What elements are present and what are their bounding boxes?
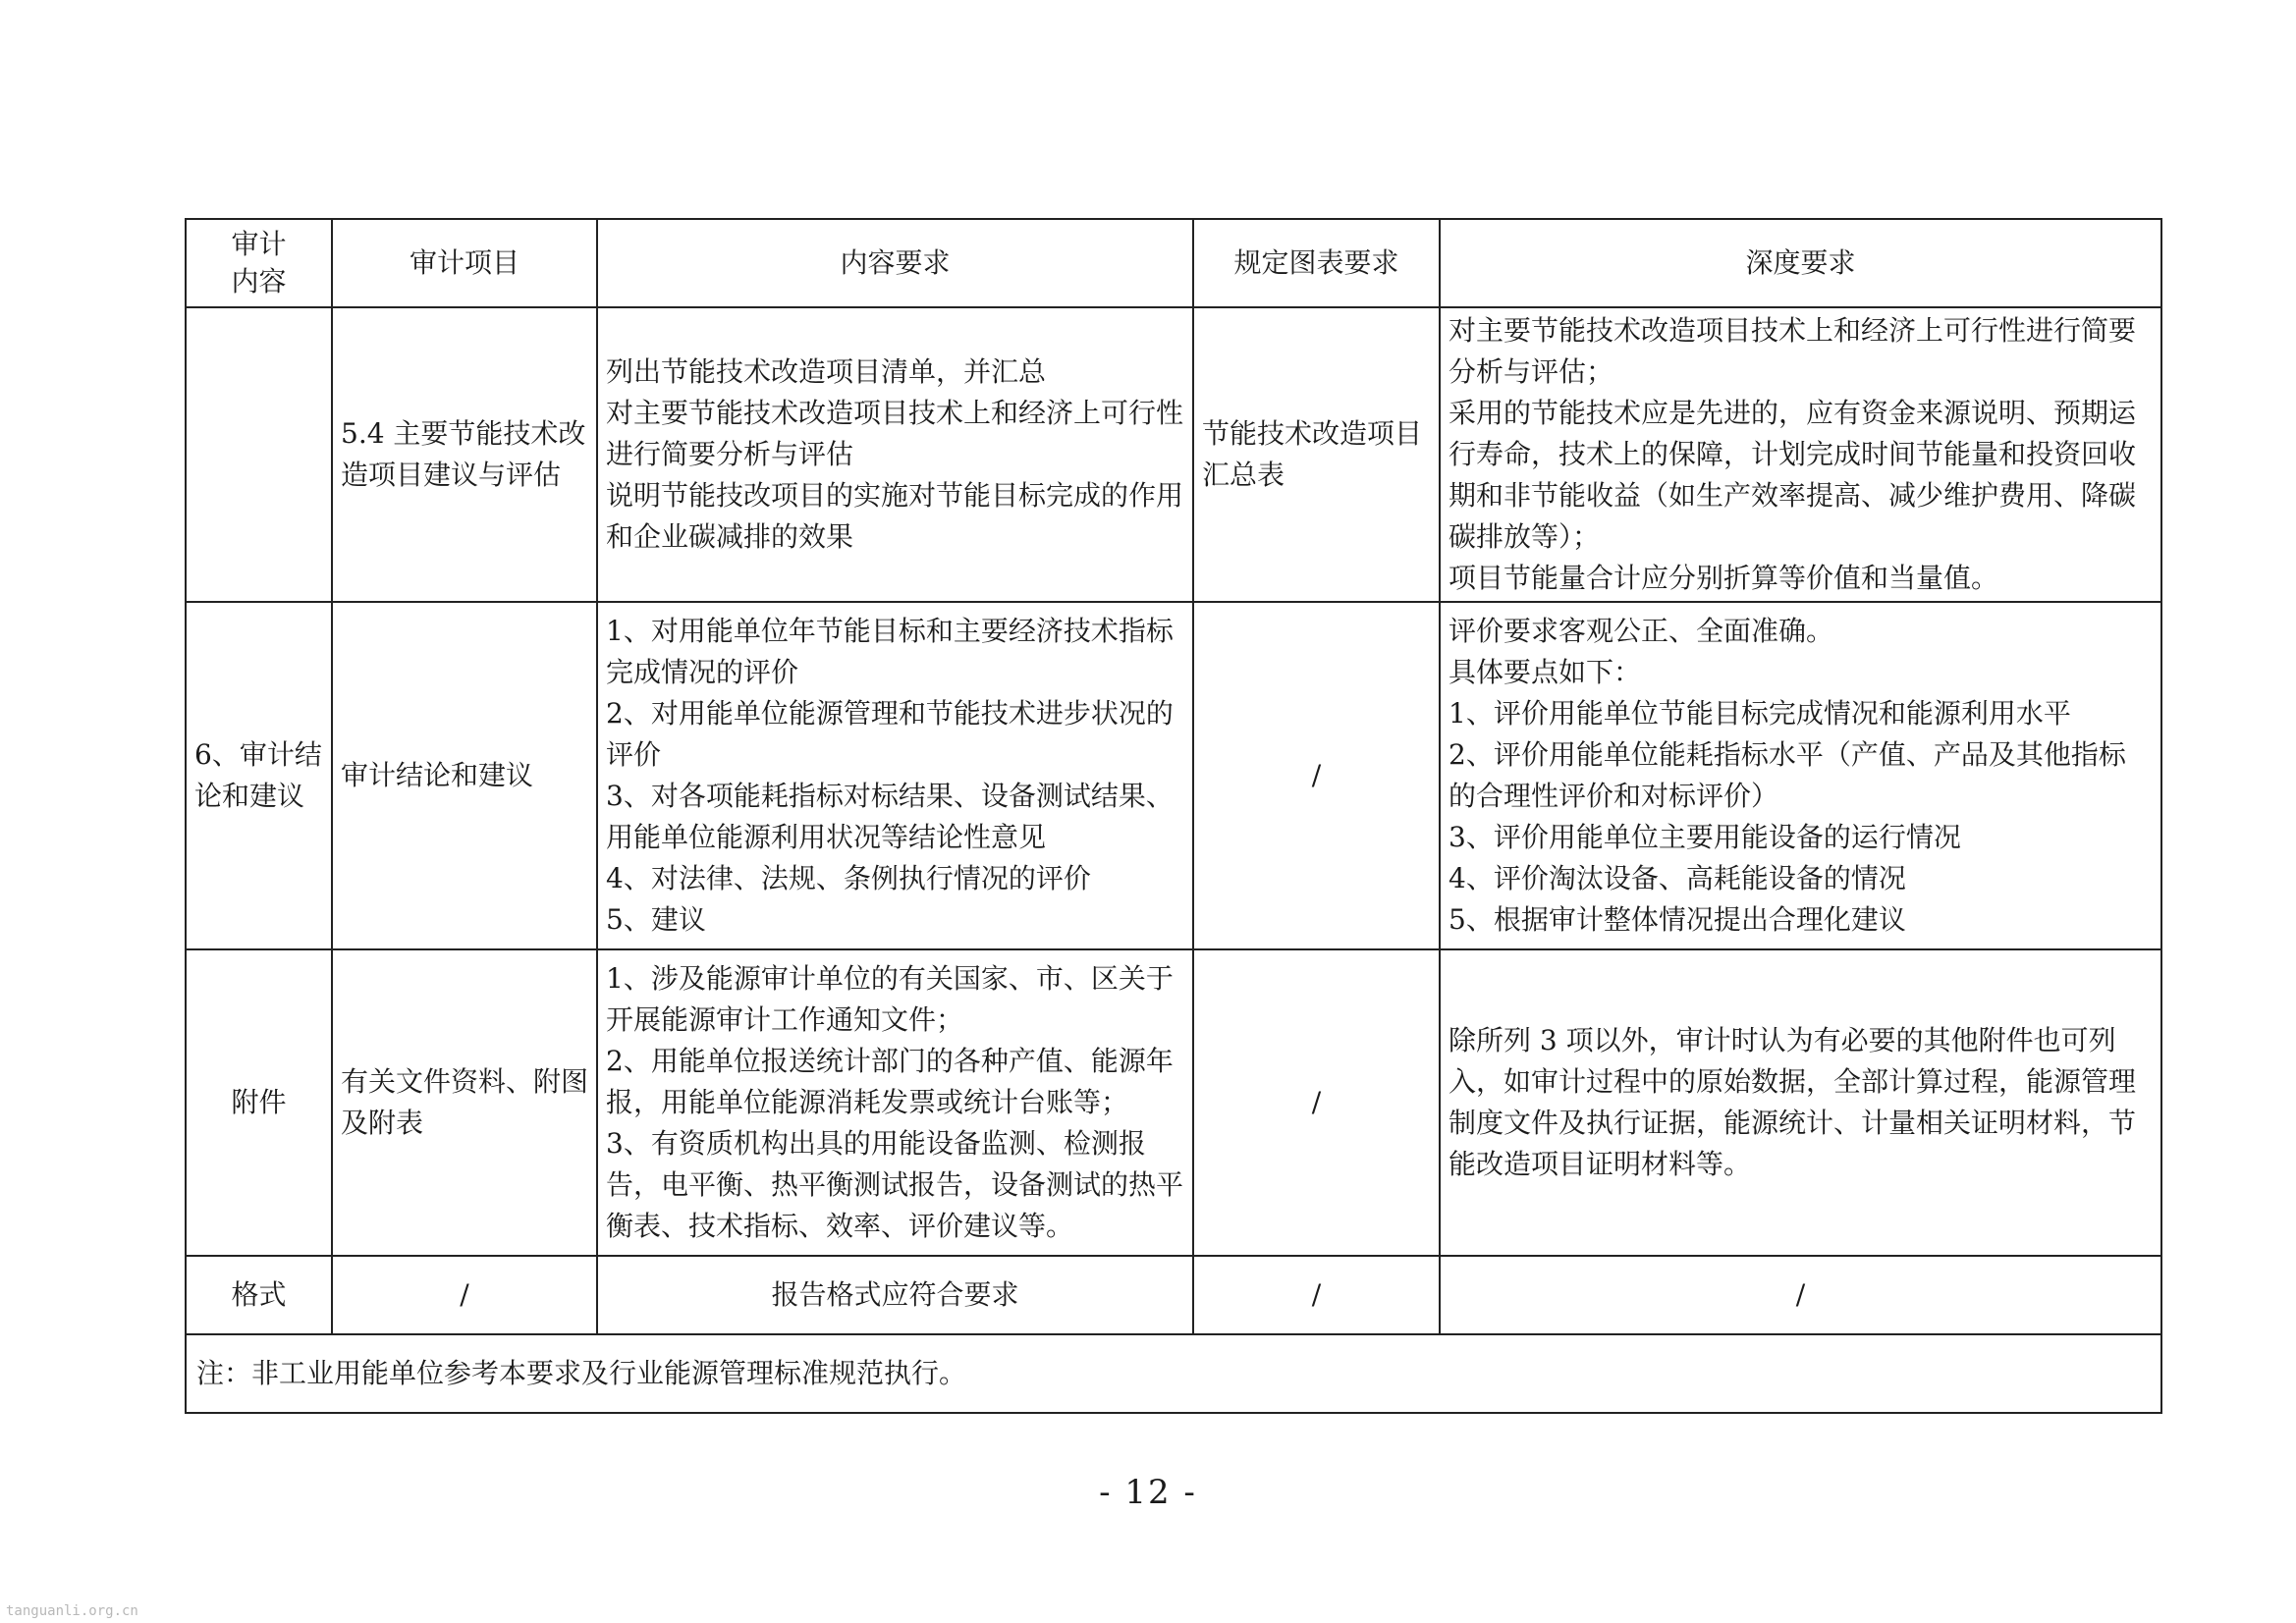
row2-depth-line: 具体要点如下： [1449, 656, 1642, 688]
row4-chart-requirement: / [1193, 1256, 1440, 1334]
row2-depth-line: 2、评价用能单位能耗指标水平（产值、产品及其他指标的合理性评价和对标评价） [1449, 738, 2126, 812]
header-audit-content-line2: 内容 [231, 265, 287, 298]
row3-depth: 除所列 3 项以外，审计时认为有必要的其他附件也可列入，如审计过程中的原始数据，全部计算过程，能源管理制度文件及执行证据，能源统计、计量相关证明材料，节能改造项目证明材料等。 [1440, 949, 2161, 1256]
row2-depth [1440, 602, 2161, 949]
row1-content-line: 对主要节能技术改造项目技术上和经济上可行性进行简要分析与评估 [606, 397, 1184, 470]
row1-depth-line: 采用的节能技术应是先进的，应有资金来源说明、预期运行寿命，技术上的保障，计划完成时间节能量和投资回收期和非节能收益（如生产效率提高、减少维护费用、降碳碳排放等）； [1449, 397, 2137, 553]
row2-content-line: 5、建议 [606, 903, 706, 936]
row3-item: 有关文件资料、附图及附表 [332, 949, 597, 1256]
header-depth-requirement: 深度要求 [1440, 219, 2161, 307]
row1-depth [1440, 307, 2161, 602]
row3-category: 附件 [186, 949, 332, 1256]
row3-content-line: 3、有资质机构出具的用能设备监测、检测报告，电平衡、热平衡测试报告，设备测试的热平衡表、技术指标、效率、评价建议等。 [606, 1127, 1184, 1242]
row2-item: 审计结论和建议 [332, 602, 597, 949]
header-audit-content-line1: 审计 [231, 228, 287, 260]
watermark: tanguanli.org.cn [6, 1603, 138, 1619]
table-header-row [186, 219, 2161, 307]
row2-chart-requirement: / [1193, 602, 1440, 949]
table-row [186, 307, 2161, 602]
row2-category: 6、审计结论和建议 [186, 602, 332, 949]
table-row [186, 602, 2161, 949]
row4-item: / [332, 1256, 597, 1334]
row2-depth-line: 评价要求客观公正、全面准确。 [1449, 615, 1834, 647]
row4-category: 格式 [186, 1256, 332, 1334]
header-audit-content [186, 219, 332, 307]
row2-content [597, 602, 1193, 949]
row2-content-line: 4、对法律、法规、条例执行情况的评价 [606, 862, 1091, 894]
row4-depth: / [1440, 1256, 2161, 1334]
row1-category [186, 307, 332, 602]
table-note-row [186, 1334, 2161, 1413]
row2-depth-line: 3、评价用能单位主要用能设备的运行情况 [1449, 821, 1961, 853]
row1-item: 5.4 主要节能技术改造项目建议与评估 [332, 307, 597, 602]
table-row [186, 949, 2161, 1256]
row1-content [597, 307, 1193, 602]
row3-chart-requirement: / [1193, 949, 1440, 1256]
row1-content-line: 说明节能技改项目的实施对节能目标完成的作用和企业碳减排的效果 [606, 479, 1184, 553]
row1-content-line: 列出节能技术改造项目清单，并汇总 [606, 355, 1047, 388]
row3-content [597, 949, 1193, 1256]
row1-depth-line: 项目节能量合计应分别折算等价值和当量值。 [1449, 562, 1999, 594]
table-note: 注：非工业用能单位参考本要求及行业能源管理标准规范执行。 [186, 1334, 2161, 1413]
row3-content-line: 2、用能单位报送统计部门的各种产值、能源年报，用能单位能源消耗发票或统计台账等； [606, 1045, 1174, 1118]
header-audit-item: 审计项目 [332, 219, 597, 307]
row2-content-line: 3、对各项能耗指标对标结果、设备测试结果、用能单位能源利用状况等结论性意见 [606, 780, 1174, 853]
row2-depth-line: 5、根据审计整体情况提出合理化建议 [1449, 903, 1906, 936]
row1-chart-requirement: 节能技术改造项目汇总表 [1193, 307, 1440, 602]
table-row [186, 1256, 2161, 1334]
header-chart-requirement: 规定图表要求 [1193, 219, 1440, 307]
page-number: - 12 - [1099, 1473, 1197, 1512]
row2-content-line: 1、对用能单位年节能目标和主要经济技术指标完成情况的评价 [606, 615, 1174, 688]
audit-requirements-table [185, 218, 2162, 1414]
row2-depth-line: 4、评价淘汰设备、高耗能设备的情况 [1449, 862, 1906, 894]
row1-depth-line: 对主要节能技术改造项目技术上和经济上可行性进行简要分析与评估； [1449, 314, 2137, 388]
row3-content-line: 1、涉及能源审计单位的有关国家、市、区关于开展能源审计工作通知文件； [606, 962, 1174, 1036]
row2-content-line: 2、对用能单位能源管理和节能技术进步状况的评价 [606, 697, 1174, 771]
row4-content: 报告格式应符合要求 [597, 1256, 1193, 1334]
header-content-requirement: 内容要求 [597, 219, 1193, 307]
row2-depth-line: 1、评价用能单位节能目标完成情况和能源利用水平 [1449, 697, 2071, 730]
